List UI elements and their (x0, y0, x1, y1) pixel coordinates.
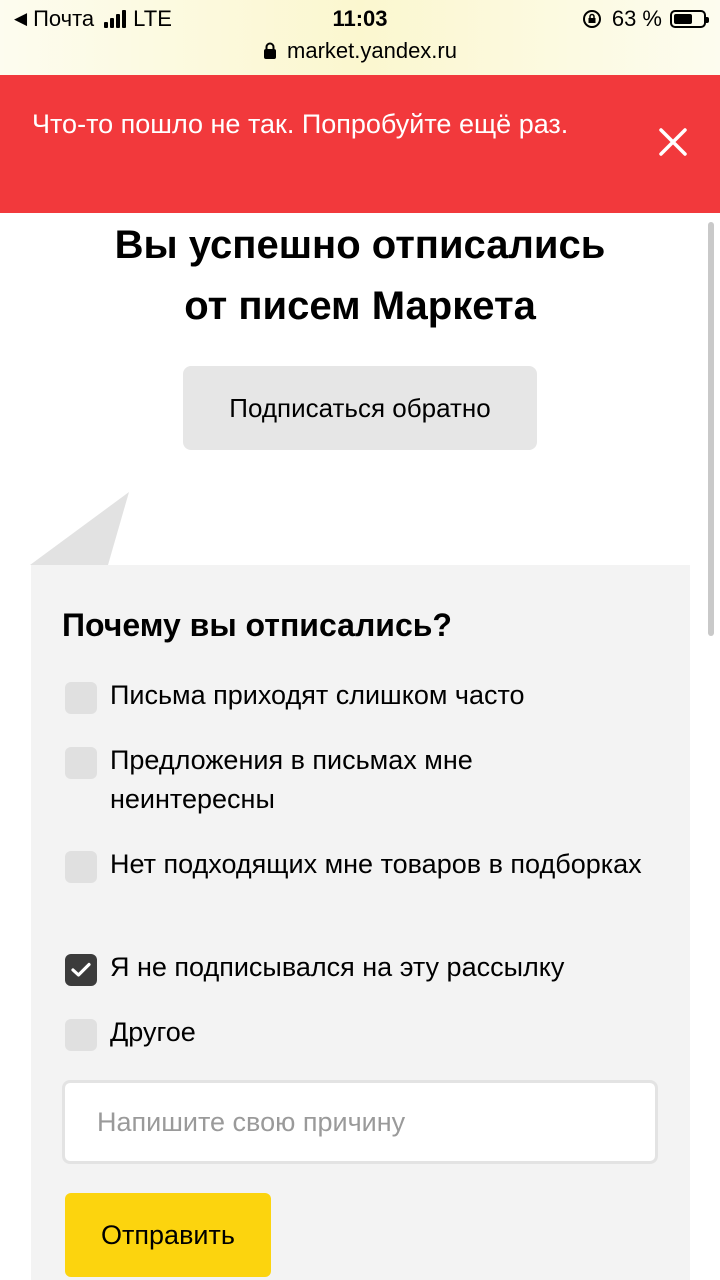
battery-percent: 63 % (611, 6, 662, 31)
page-scrollbar[interactable] (708, 222, 714, 636)
back-app-label[interactable]: Почта (33, 6, 95, 31)
option-label: Другое (110, 1017, 196, 1047)
survey-option[interactable] (65, 1017, 645, 1052)
survey-option[interactable] (65, 849, 645, 884)
close-icon[interactable] (658, 127, 688, 157)
checkbox[interactable] (65, 954, 97, 986)
option-label: Письма приходят слишком часто (110, 680, 525, 710)
survey-option[interactable] (65, 680, 645, 715)
unsubscribe-survey (31, 565, 690, 1280)
survey-title: Почему вы отписались? (62, 607, 452, 643)
checkmark-icon (71, 962, 91, 978)
back-arrow-icon[interactable]: ◀ (14, 9, 28, 28)
submit-button[interactable]: Отправить (65, 1193, 271, 1277)
option-label: Предложения в письмах мне неинтересны (110, 745, 473, 814)
option-label: Я не подписывался на эту рассылку (110, 952, 565, 982)
error-message: Что-то пошло не так. Попробуйте ещё раз. (32, 109, 569, 139)
checkbox[interactable] (65, 747, 97, 779)
status-bar (0, 0, 720, 75)
speech-bubble-tail (30, 492, 130, 566)
address-bar[interactable] (0, 38, 720, 64)
page-title (60, 215, 660, 337)
checkbox[interactable] (65, 1019, 97, 1051)
battery-icon (670, 10, 706, 28)
checkbox[interactable] (65, 682, 97, 714)
survey-option[interactable] (65, 745, 645, 819)
status-bar-right (582, 6, 706, 32)
survey-option[interactable] (65, 952, 645, 987)
reason-input[interactable] (62, 1080, 658, 1164)
network-label: LTE (133, 6, 172, 31)
page-title-line-2: от писем Маркета (184, 284, 536, 328)
resubscribe-button[interactable]: Подписаться обратно (183, 366, 537, 450)
orientation-lock-icon (582, 9, 602, 29)
url-text[interactable]: market.yandex.ru (287, 38, 457, 63)
checkbox[interactable] (65, 851, 97, 883)
error-banner (0, 75, 720, 213)
lock-icon (263, 42, 277, 60)
page-title-line-1: Вы успешно отписались (114, 223, 606, 267)
option-label: Нет подходящих мне товаров в подборках (110, 849, 642, 879)
status-time: 11:03 (332, 6, 388, 31)
